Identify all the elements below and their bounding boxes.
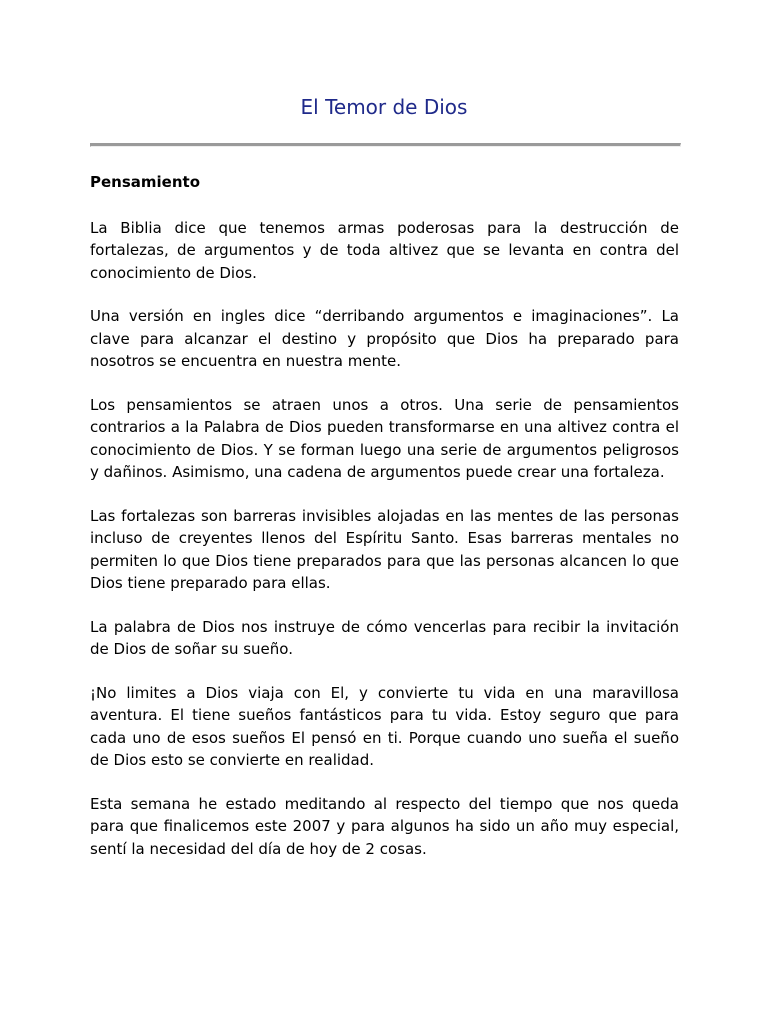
paragraph-2: Una versión en ingles dice “derribando argumentos e imaginaciones”. La clave para alcanzar el destino y propósito que Dios ha preparado para nosotros se encuentra en nuestra mente. [90, 307, 679, 370]
document-title: El Temor de Dios [300, 95, 468, 119]
paragraph-6: ¡No limites a Dios viaja con El, y convierte tu vida en una maravillosa aventura. El tiene sueños fantásticos para tu vida. Estoy seguro que para cada uno de esos sueños El pensó en ti. Porque cuando uno sueña el sueño de Dios esto se convierte en realidad. [90, 683, 679, 769]
section-heading: Pensamiento [90, 173, 200, 191]
paragraph-7: Esta semana he estado meditando al respecto del tiempo que nos queda para que finalicemos este 2007 y para algunos ha sido un año muy especial, sentí la necesidad del día de hoy de 2 cosas. [90, 794, 679, 858]
paragraph-1: La Biblia dice que tenemos armas poderosas para la destrucción de fortalezas, de argumentos y de toda altivez que se levanta en contra del conocimiento de Dios. [90, 218, 679, 282]
paragraph-4: Las fortalezas son barreras invisibles alojadas en las mentes de las personas incluso de creyentes llenos del Espíritu Santo. Esas barreras mentales no permiten lo que Dios tiene preparados para que las personas alcancen lo que Dios tiene preparado para ellas. [90, 506, 679, 592]
title-divider [90, 143, 681, 147]
paragraph-5: La palabra de Dios nos instruye de cómo vencerlas para recibir la invitación de Dios de soñar su sueño. [90, 617, 679, 658]
document-body [90, 171, 679, 881]
paragraph-3: Los pensamientos se atraen unos a otros. Una serie de pensamientos contrarios a la Palabra de Dios pueden transformarse en una altivez contra el conocimiento de Dios. Y se forman luego una serie de argumentos peligrosos y dañinos. Asimismo, una cadena de argumentos puede crear una fortaleza. [90, 395, 679, 481]
